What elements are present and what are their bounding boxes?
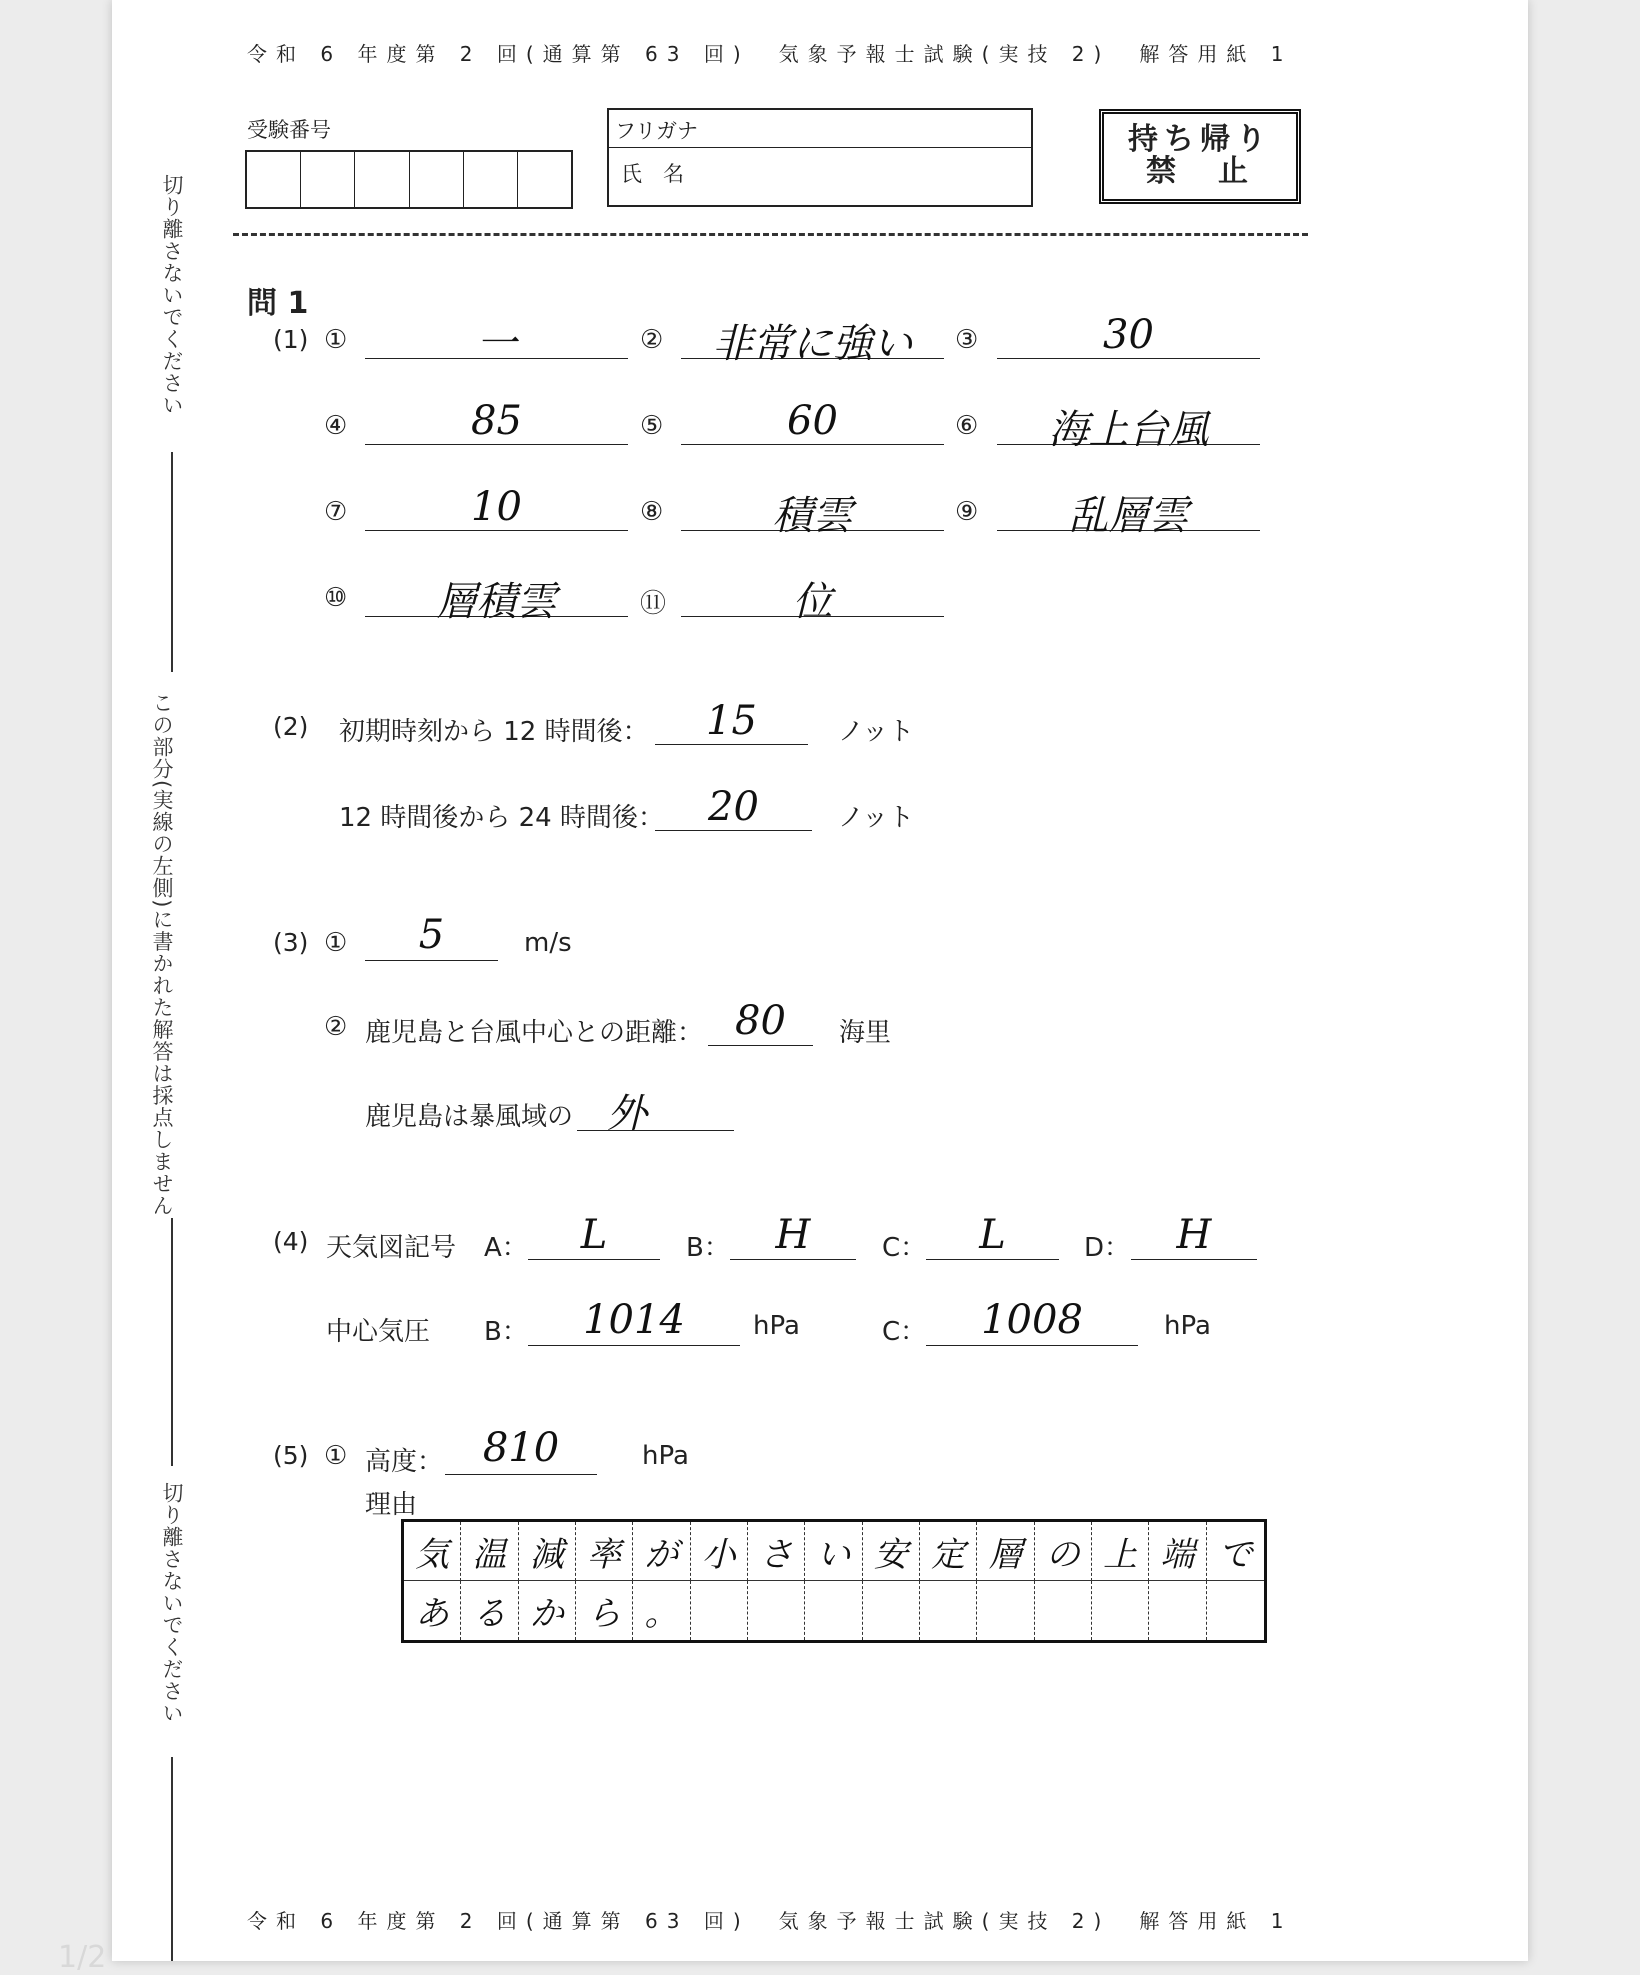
item-number: ④ xyxy=(324,411,348,441)
grid-cell xyxy=(1207,1581,1264,1640)
sheet-footer: 令和 6 年度第 2 回(通算第 63 回) 気象予報士試験(実技 2) 解答用紙 1 xyxy=(247,1909,1293,1933)
grid-cell: 安 xyxy=(863,1522,920,1581)
grid-cell: 気 xyxy=(404,1522,461,1581)
grid-cell: さ xyxy=(748,1522,805,1581)
answer-2-2[interactable]: 20 xyxy=(708,784,759,830)
item-number: ⑩ xyxy=(324,583,348,613)
answer-3-2[interactable]: 80 xyxy=(735,998,786,1044)
grid-cell xyxy=(1035,1581,1092,1640)
item-number: ③ xyxy=(955,325,979,355)
answer-line xyxy=(365,960,498,961)
answer-4-b[interactable]: H xyxy=(775,1212,811,1258)
sheet-header: 令和 6 年度第 2 回(通算第 63 回) 気象予報士試験(実技 2) 解答用紙 1 xyxy=(247,42,1293,66)
page-indicator: 1/2 xyxy=(58,1940,107,1975)
part-label: (2) xyxy=(273,712,309,741)
grid-cell xyxy=(1149,1581,1206,1640)
exam-number-label: 受験番号 xyxy=(247,118,331,142)
pressure-key-b: B： xyxy=(484,1317,528,1347)
pressure-key-c: C： xyxy=(882,1317,927,1347)
answer-4-pressure-c[interactable]: 1008 xyxy=(981,1297,1083,1343)
unit-nautical-mile: 海里 xyxy=(839,1018,892,1048)
unit-ms: m/s xyxy=(524,928,572,958)
grid-cell: 温 xyxy=(461,1522,518,1581)
part-label: (1) xyxy=(273,325,309,354)
cut-warning-bottom: 切り離さないでください xyxy=(160,1482,184,1724)
reason-label: 理由 xyxy=(365,1490,418,1520)
answer-line xyxy=(708,1045,813,1046)
answer-line xyxy=(681,444,944,445)
symbol-key-a: A： xyxy=(484,1233,528,1263)
margin-line xyxy=(171,1218,173,1466)
furigana-label: フリガナ xyxy=(615,119,698,143)
name-label: 氏 名 xyxy=(621,162,684,186)
answer-line xyxy=(926,1259,1059,1260)
answer-line xyxy=(997,358,1260,359)
grid-cell xyxy=(1092,1581,1149,1640)
grid-cell xyxy=(748,1581,805,1640)
answer-1-3[interactable]: 30 xyxy=(1103,312,1154,358)
grid-cell xyxy=(691,1581,748,1640)
answer-1-9[interactable]: 乱層雲 xyxy=(1068,493,1189,539)
answer-1-8[interactable]: 積雲 xyxy=(772,493,853,539)
item-number: ⑥ xyxy=(955,411,979,441)
grid-cell: る xyxy=(461,1581,518,1640)
unit-knot: ノット xyxy=(838,717,915,747)
answer-4-pressure-b[interactable]: 1014 xyxy=(583,1297,685,1343)
answer-1-5[interactable]: 60 xyxy=(787,398,838,444)
question-title: 問 1 xyxy=(247,286,309,321)
grid-cell: 減 xyxy=(519,1522,576,1581)
grid-cell xyxy=(863,1581,920,1640)
answer-3-3[interactable]: 外 xyxy=(607,1091,647,1137)
part-label: (4) xyxy=(273,1227,309,1256)
grid-cell: 上 xyxy=(1092,1522,1149,1581)
grid-cell xyxy=(920,1581,977,1640)
grid-cell: 率 xyxy=(576,1522,633,1581)
answer-sheet xyxy=(112,0,1528,1961)
grid-cell: か xyxy=(519,1581,576,1640)
grid-cell: い xyxy=(805,1522,862,1581)
grid-cell: の xyxy=(1035,1522,1092,1581)
item-number: ⑪ xyxy=(640,589,667,619)
item-number: ⑨ xyxy=(955,497,979,527)
item-number: ① xyxy=(324,1441,348,1471)
answer-line xyxy=(365,530,628,531)
grid-cell: あ xyxy=(404,1581,461,1640)
item-number: ⑦ xyxy=(324,497,348,527)
unit-hpa: hPa xyxy=(753,1311,800,1341)
answer-1-7[interactable]: 10 xyxy=(471,484,522,530)
weather-symbol-label: 天気図記号 xyxy=(326,1233,457,1263)
cut-warning-top: 切り離さないでください xyxy=(160,174,184,416)
answer-1-4[interactable]: 85 xyxy=(471,398,522,444)
reason-answer-grid[interactable] xyxy=(401,1519,1267,1643)
unit-hpa: hPa xyxy=(1164,1311,1211,1341)
central-pressure-label: 中心気圧 xyxy=(326,1317,431,1347)
item-number: ⑧ xyxy=(640,497,664,527)
grading-notice: この部分(実線の左側)に書かれた解答は採点しません xyxy=(150,692,174,1217)
unit-hpa: hPa xyxy=(642,1441,689,1471)
symbol-key-b: B： xyxy=(686,1233,730,1263)
grid-cell: 。 xyxy=(633,1581,690,1640)
answer-1-2[interactable]: 非常に強い xyxy=(712,321,913,367)
grid-cell: 端 xyxy=(1149,1522,1206,1581)
exam-number-boxes[interactable] xyxy=(245,150,573,209)
answer-line xyxy=(926,1345,1138,1346)
grid-cell xyxy=(977,1581,1034,1640)
part-label: (3) xyxy=(273,928,309,957)
name-box[interactable] xyxy=(607,108,1033,207)
grid-cell: 定 xyxy=(920,1522,977,1581)
answer-line xyxy=(1131,1259,1257,1260)
item-number: ② xyxy=(640,325,664,355)
storm-area-label: 鹿児島は暴風域の xyxy=(365,1102,574,1132)
grid-cell: 層 xyxy=(977,1522,1034,1581)
item-number: ② xyxy=(324,1012,348,1042)
part-label: (5) xyxy=(273,1441,309,1470)
grid-cell: で xyxy=(1207,1522,1264,1581)
symbol-key-d: D： xyxy=(1084,1233,1131,1263)
answer-line xyxy=(528,1345,740,1346)
distance-label: 鹿児島と台風中心との距離： xyxy=(365,1018,704,1048)
grid-cell xyxy=(805,1581,862,1640)
cut-line xyxy=(233,233,1308,236)
12h-to-24h-label: 12 時間後から 24 時間後： xyxy=(339,803,664,833)
answer-5-height[interactable]: 810 xyxy=(482,1425,560,1471)
grid-cell: 小 xyxy=(691,1522,748,1581)
answer-line xyxy=(655,744,808,745)
answer-line xyxy=(528,1259,660,1260)
item-number: ⑤ xyxy=(640,411,664,441)
answer-4-d[interactable]: H xyxy=(1176,1212,1212,1258)
height-label: 高度： xyxy=(365,1447,444,1477)
answer-line xyxy=(365,444,628,445)
item-number: ① xyxy=(324,928,348,958)
grid-cell: ら xyxy=(576,1581,633,1640)
answer-4-c[interactable]: L xyxy=(979,1212,1006,1258)
answer-line xyxy=(445,1474,597,1475)
margin-line xyxy=(171,1757,173,1961)
answer-4-a[interactable]: L xyxy=(580,1212,608,1258)
answer-1-1[interactable]: 一 xyxy=(476,321,517,367)
initial-to-12h-label: 初期時刻から 12 時間後： xyxy=(339,717,649,747)
item-number: ① xyxy=(324,325,348,355)
answer-3-1[interactable]: 5 xyxy=(418,912,445,958)
answer-1-11[interactable]: 位 xyxy=(792,579,833,625)
answer-line xyxy=(655,830,812,831)
answer-1-6[interactable]: 海上台風 xyxy=(1048,407,1209,453)
answer-2-1[interactable]: 15 xyxy=(706,698,757,744)
grid-cell: が xyxy=(633,1522,690,1581)
unit-knot: ノット xyxy=(838,803,915,833)
take-home-prohibited-stamp: 持ち帰り 禁 止 xyxy=(1099,109,1301,204)
answer-1-10[interactable]: 層積雲 xyxy=(436,579,557,625)
answer-line xyxy=(730,1259,856,1260)
margin-line xyxy=(171,452,173,672)
symbol-key-c: C： xyxy=(882,1233,927,1263)
